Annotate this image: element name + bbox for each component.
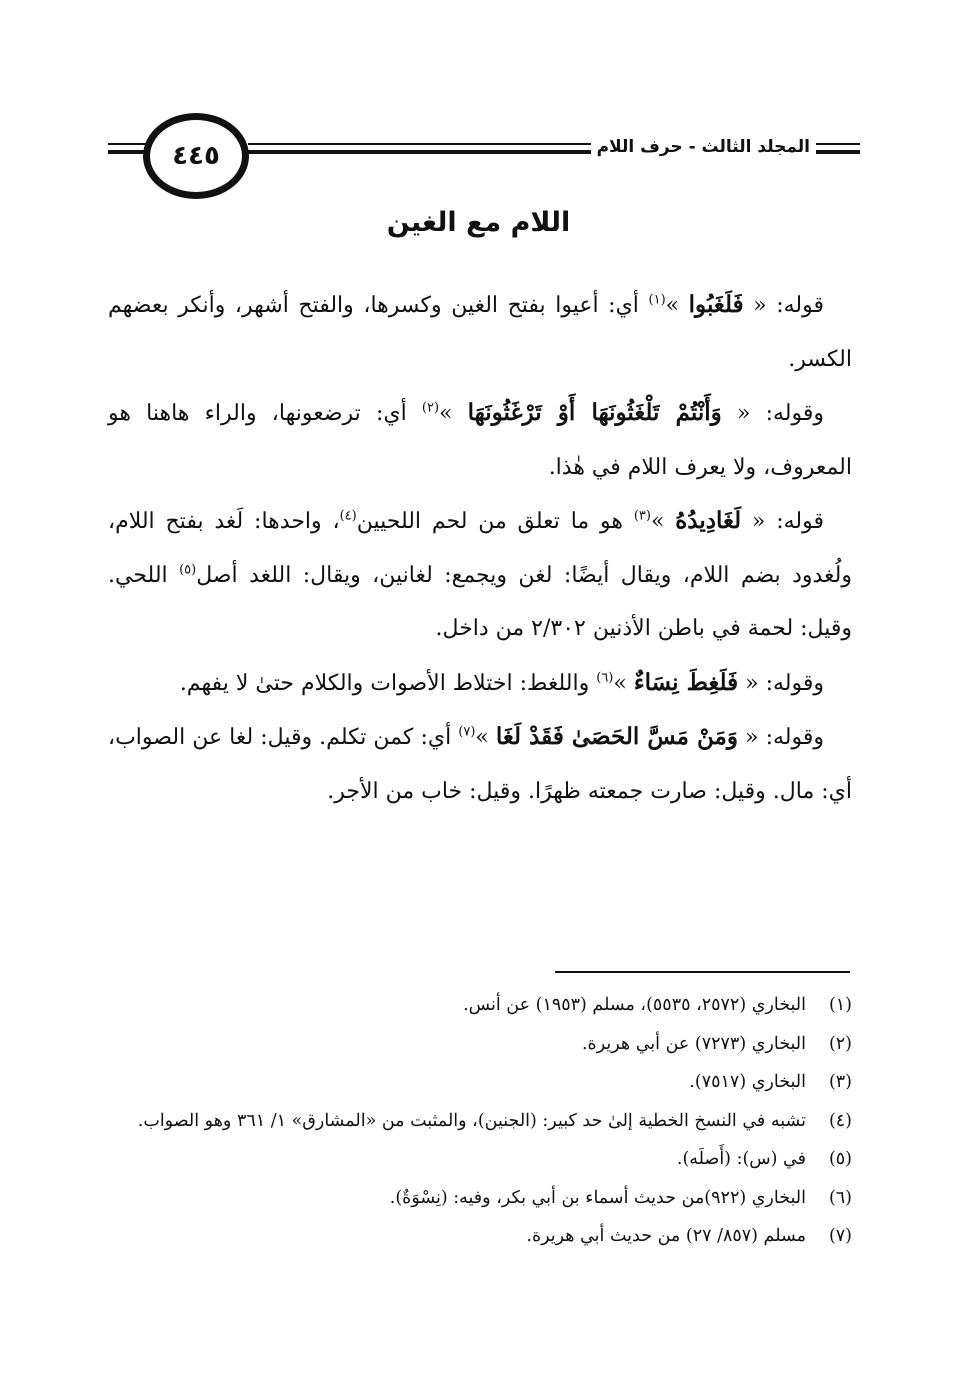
entry-lead: قوله: « <box>741 509 825 534</box>
footnote-ref: (٥) <box>179 562 197 578</box>
page-number: ٤٤٥ <box>172 141 220 171</box>
entry-paragraph <box>108 386 852 494</box>
entry-text: اللحي. وقيل: لحمة في باطن الأذنين ٢/٣٠٢ من داخل. <box>108 562 852 641</box>
entry-quote-close: » <box>650 509 676 534</box>
entry-text: هو ما تعلق من لحم اللحيين <box>356 509 634 534</box>
footnote-number: (٣) <box>828 1072 852 1092</box>
running-title: المجلد الثالث - حرف اللام <box>591 137 816 157</box>
footnote-ref: (٣) <box>633 508 651 524</box>
footnote-item <box>108 1102 852 1141</box>
footnote-number: (٤) <box>828 1110 852 1131</box>
footnote-separator <box>555 971 850 973</box>
footnote-text: مسلم (٨٥٧/ ٢٧) من حديث أبي هريرة. <box>526 1226 806 1246</box>
footnote-text: البخاري (٧٥١٧). <box>689 1072 806 1092</box>
entry-paragraph <box>108 494 852 656</box>
header-rule-left-top <box>108 143 148 145</box>
footnote-number: (٢) <box>828 1033 852 1054</box>
entry-lead: قوله: « <box>743 293 824 318</box>
footnote-ref: (١) <box>648 292 666 308</box>
body-text <box>108 278 852 818</box>
entry-quote-close: » <box>439 401 468 426</box>
entry-text: أي: كمن تكلم. وقيل: لغا عن الصواب، أي: مال. وقيل: صارت جمعته ظهرًا. وقيل: خاب من الأجر. <box>108 725 852 804</box>
footnote-number: (٥) <box>828 1149 852 1169</box>
section-title: اللام مع الغين <box>386 207 571 238</box>
entry-paragraph <box>108 278 852 386</box>
footnote-text: البخاري (٢٥٧٢، ٥٥٣٥)، مسلم (١٩٥٣) عن أنس. <box>463 995 806 1015</box>
page-header <box>108 113 860 193</box>
entry-lead: وقوله: « <box>737 725 824 750</box>
footnote-text: البخاري (٩٢٢)من حديث أسماء بن أبي بكر، وفيه: (نِسْوَةٌ). <box>389 1187 806 1208</box>
header-rule-left-bottom <box>108 150 148 154</box>
footnote-item <box>108 1217 852 1256</box>
footnote-ref: (٤) <box>339 508 357 524</box>
entry-text: أي: ترضعونها، والراء هاهنا هو المعروف، ولا يعرف اللام في هٰذا. <box>108 401 852 480</box>
footnote-text: في (س): (أَصلَه). <box>676 1149 806 1169</box>
entry-lead: وقوله: « <box>721 401 825 426</box>
page-number-circle <box>143 113 249 199</box>
footnote-number: (٦) <box>828 1187 852 1208</box>
footnote-number: (٧) <box>828 1226 852 1246</box>
entry-quote: فَلَغِطَ نِسَاءٌ <box>633 668 739 696</box>
footnote-item <box>108 1179 852 1218</box>
entry-quote: وَمَنْ مَسَّ الحَصَىٰ فَقَدْ لَغَا <box>495 723 738 750</box>
entry-quote: لَغَادِيدُهُ <box>675 507 742 534</box>
entry-lead: وقوله: « <box>738 670 824 696</box>
entry-quote-close: » <box>665 293 689 318</box>
footnote-ref: (٦) <box>596 670 614 686</box>
footnote-item <box>108 1025 852 1064</box>
footnote-ref: (٢) <box>421 400 440 416</box>
footnote-text: البخاري (٧٢٧٣) عن أبي هريرة. <box>581 1033 806 1054</box>
footnote-item <box>108 986 852 1025</box>
footnote-item <box>108 1063 852 1102</box>
footnote-number: (١) <box>828 995 852 1015</box>
footnote-ref: (٧) <box>458 724 476 740</box>
entry-text: أي: أعيوا بفتح الغين وكسرها، والفتح أشهر، وأنكر بعضهم الكسر. <box>108 293 852 372</box>
entry-text: ، واحدها: لَغد بفتح اللام، ولُغدود بضم اللام، ويقال أيضًا: لغن ويجمع: لغانين، ويقال: اللغد أصل <box>108 509 853 588</box>
entry-quote-close: » <box>613 670 634 696</box>
footnote-item <box>108 1140 852 1179</box>
entry-quote: وَأَنْتُمْ تَلْغَثُونَهَا أَوْ تَرْغَثُونَهَا <box>467 399 722 426</box>
entry-paragraph <box>108 710 852 818</box>
footnote-text: تشبه في النسخ الخطية إلىٰ حد كبير: (الجنين)، والمثبت من «المشارق» ١/ ٣٦١ وهو الصواب. <box>137 1110 806 1131</box>
footnotes <box>108 986 852 1256</box>
entry-quote-close: » <box>475 725 496 750</box>
entry-text: واللغط: اختلاط الأصوات والكلام حتىٰ لا يفهم. <box>179 670 597 696</box>
entry-quote: فَلَغَبُوا <box>688 291 744 318</box>
entry-paragraph <box>108 656 852 711</box>
